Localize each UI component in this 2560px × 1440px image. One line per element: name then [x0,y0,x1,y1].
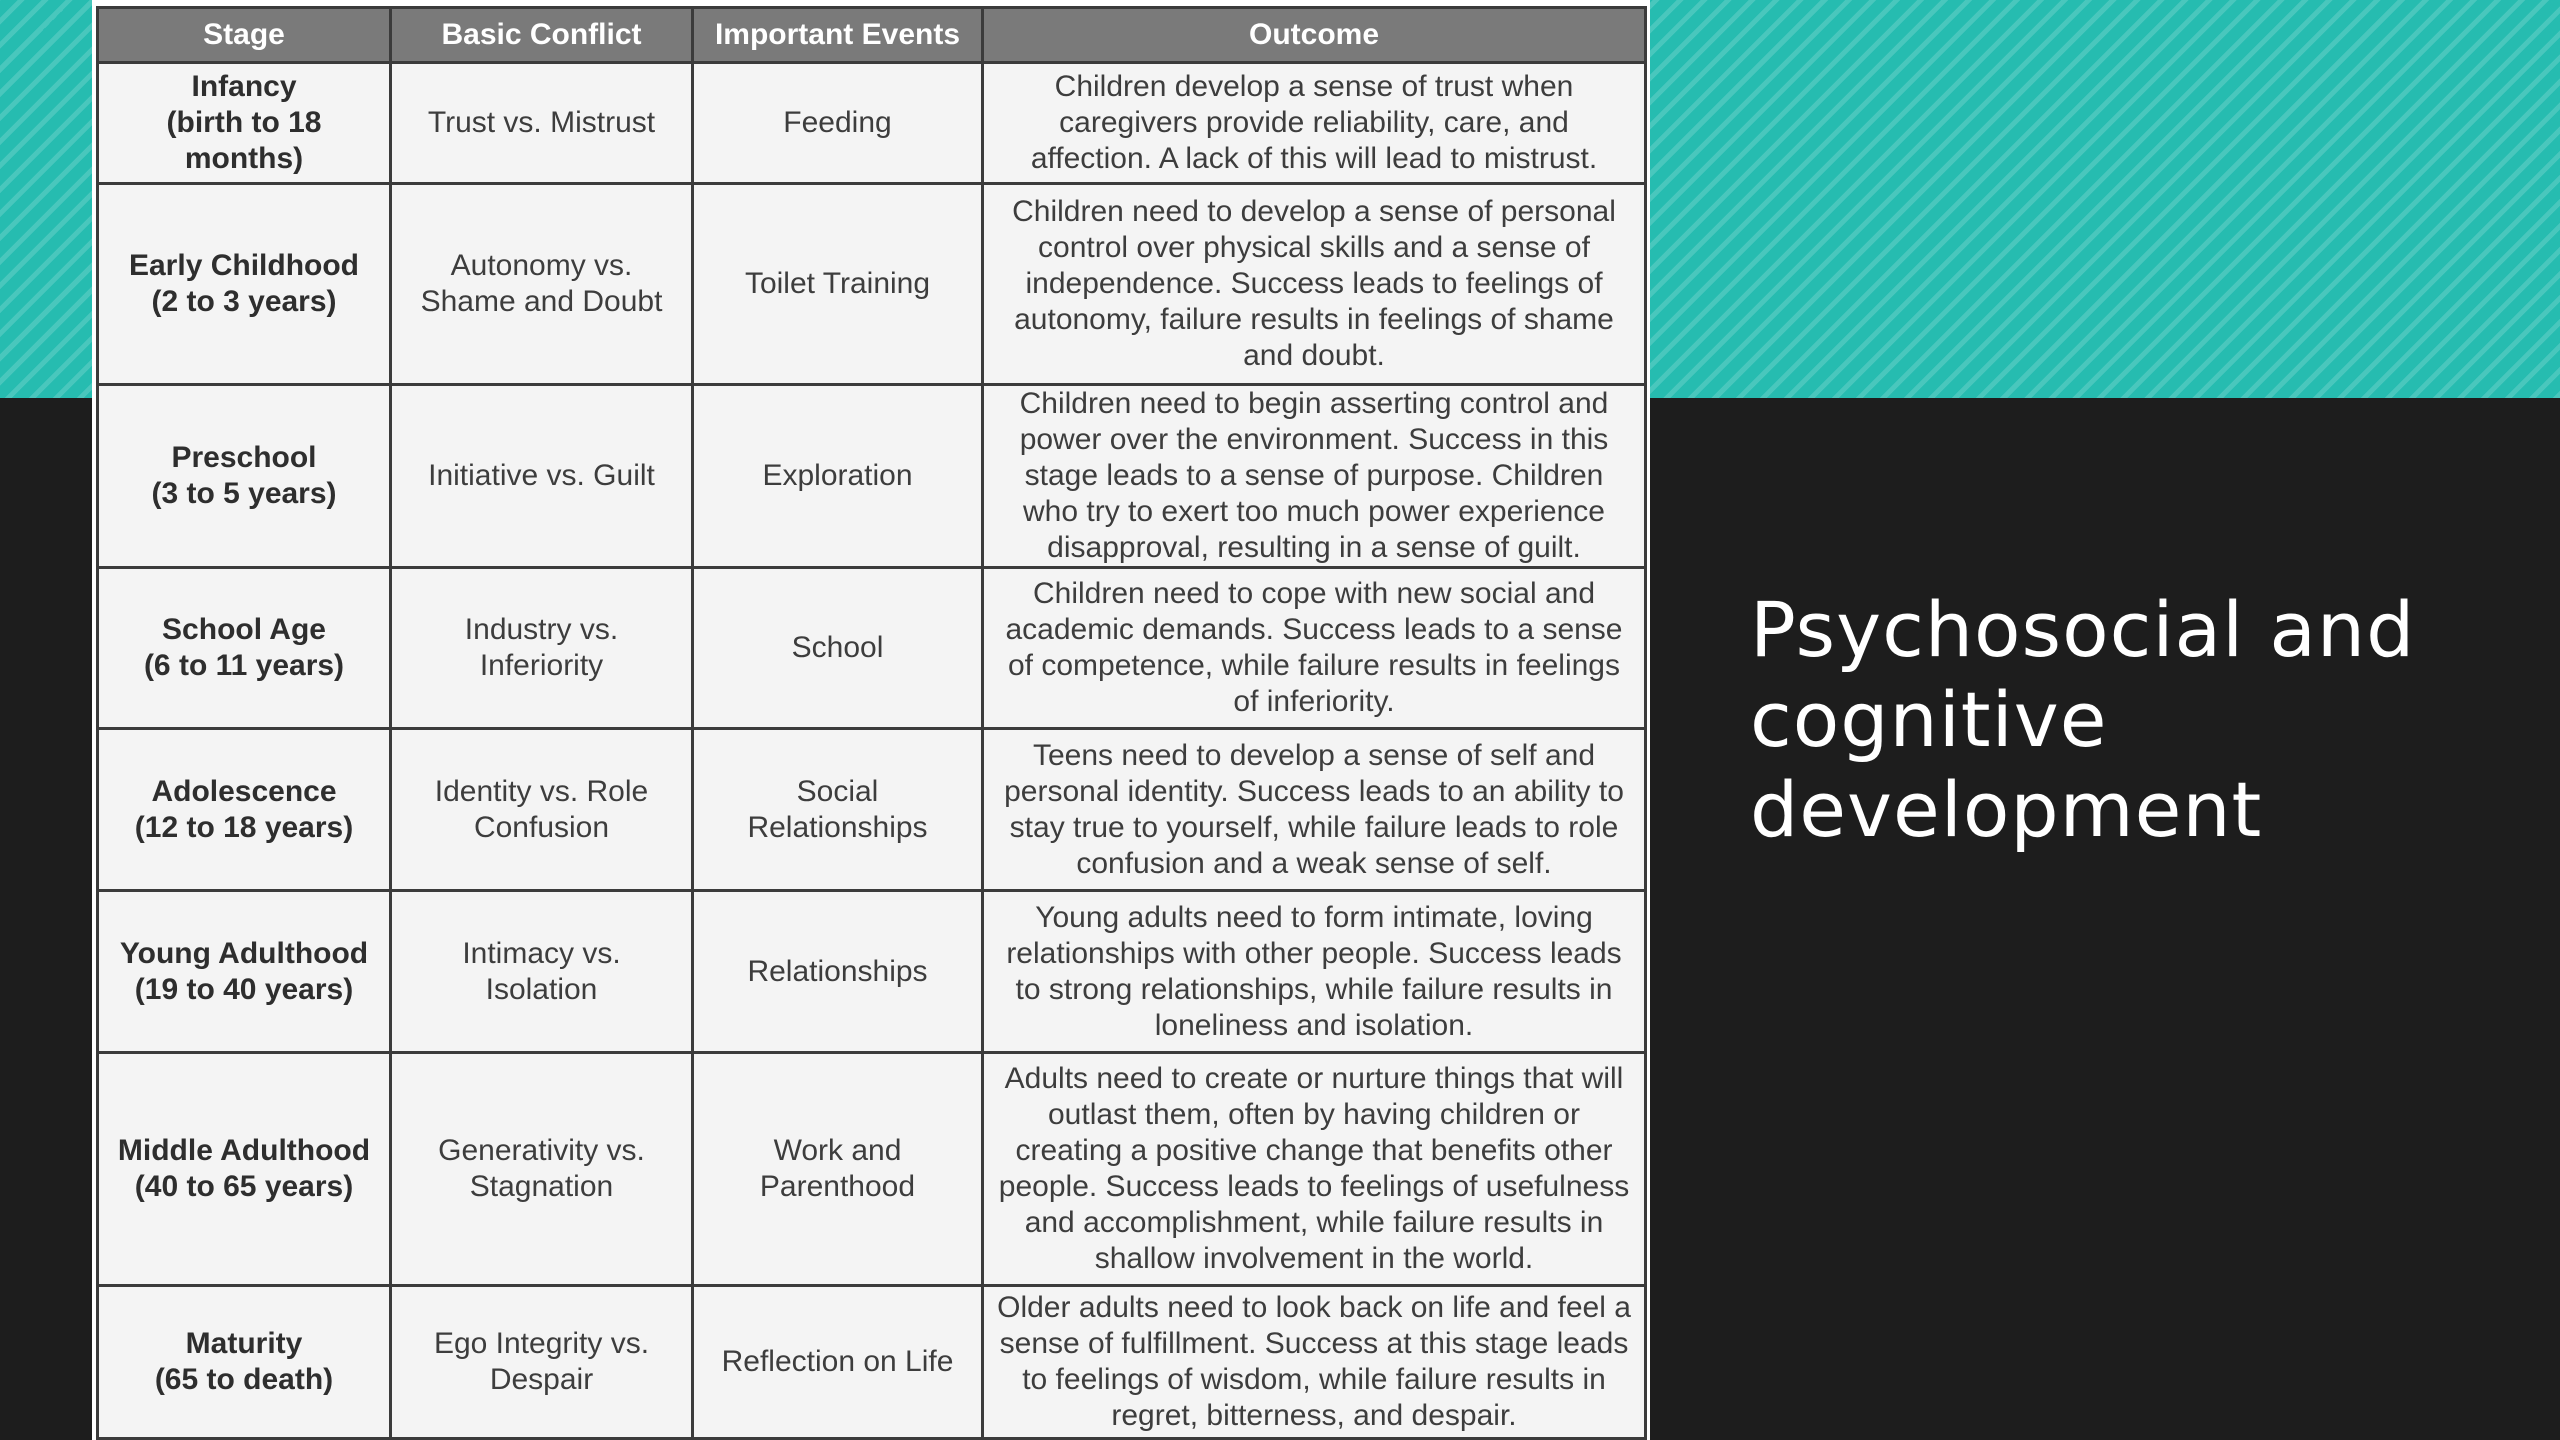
table-row [98,568,1646,729]
stage-name: Early Childhood [128,249,359,282]
conflict-cell: Industry vs. Inferiority [391,568,693,729]
events-cell: School [693,568,983,729]
conflict-cell: Identity vs. Role Confusion [391,729,693,891]
events-cell: Feeding [693,63,983,184]
stage-cell [98,385,391,568]
header-stage: Stage [98,8,391,63]
stage-cell [98,1286,391,1439]
outcome-cell: Older adults need to look back on life and feel a sense of fulfillment. Success at this stage leads to feelings of wisdom, while failure results in regret, bitterness, and despair. [983,1286,1646,1439]
outcome-cell: Children need to begin asserting control and power over the environment. Success in this stage leads to a sense of purpose. Children who try to exert too much power experience disapproval, resulting in a sense of guilt. [983,385,1646,568]
stage-name: Preschool [171,441,317,474]
stage-cell [98,568,391,729]
table-row [98,184,1646,385]
stage-cell [98,184,391,385]
table-row [98,729,1646,891]
header-outcome: Outcome [983,8,1646,63]
conflict-cell: Autonomy vs. Shame and Doubt [391,184,693,385]
stage-age: (65 to death) [154,1363,334,1396]
stage-name: Maturity [185,1327,303,1360]
outcome-cell: Adults need to create or nurture things that will outlast them, often by having children or creating a positive change that benefits other people. Success leads to feelings of usefulness and accomplishment, while failure results in shallow involvement in the world. [983,1053,1646,1286]
table-header-row [98,8,1646,63]
table-row [98,1286,1646,1439]
stage-cell [98,63,391,184]
stage-age: (6 to 11 years) [143,649,345,682]
conflict-cell: Trust vs. Mistrust [391,63,693,184]
conflict-cell: Ego Integrity vs. Despair [391,1286,693,1439]
slide-title: Psychosocial and cognitive development [1750,585,2416,854]
conflict-cell: Initiative vs. Guilt [391,385,693,568]
outcome-cell: Children need to cope with new social and academic demands. Success leads to a sense of competence, while failure results in feelings of inferiority. [983,568,1646,729]
events-cell: Exploration [693,385,983,568]
conflict-cell: Intimacy vs. Isolation [391,891,693,1053]
stage-name: Young Adulthood [119,936,369,970]
events-cell: Social Relationships [693,729,983,891]
stage-age: (40 to 65 years) [134,1170,354,1203]
outcome-cell: Young adults need to form intimate, loving relationships with other people. Success leads to strong relationships, while failure results in loneliness and isolation. [983,891,1646,1053]
stage-age: (birth to 18 months) [166,106,322,175]
stage-age: (2 to 3 years) [151,285,337,318]
stage-cell [98,729,391,891]
table-row [98,891,1646,1053]
outcome-cell: Teens need to develop a sense of self and personal identity. Success leads to an ability to stay true to yourself, while failure leads to role confusion and a weak sense of self. [983,729,1646,891]
stage-cell [98,1053,391,1286]
header-important-events: Important Events [693,8,983,63]
conflict-cell: Generativity vs. Stagnation [391,1053,693,1286]
stage-age: (19 to 40 years) [134,972,354,1006]
events-cell: Relationships [693,891,983,1053]
table-row [98,1053,1646,1286]
stage-cell [98,891,391,1053]
table-row [98,63,1646,184]
events-cell: Reflection on Life [693,1286,983,1439]
outcome-cell: Children develop a sense of trust when caregivers provide reliability, care, and affection. A lack of this will lead to mistrust. [983,63,1646,184]
stage-name: Middle Adulthood [117,1134,371,1167]
stage-name: Infancy [191,70,297,103]
events-cell: Toilet Training [693,184,983,385]
stage-name: Adolescence [151,774,337,808]
header-basic-conflict: Basic Conflict [391,8,693,63]
stage-age: (12 to 18 years) [134,810,354,844]
table-row [98,385,1646,568]
erikson-stages-table [96,6,1647,1440]
stage-age: (3 to 5 years) [151,477,337,510]
events-cell: Work and Parenthood [693,1053,983,1286]
outcome-cell: Children need to develop a sense of personal control over physical skills and a sense of independence. Success leads to feelings of autonomy, failure results in feelings of shame and doubt. [983,184,1646,385]
stage-name: School Age [162,613,326,646]
